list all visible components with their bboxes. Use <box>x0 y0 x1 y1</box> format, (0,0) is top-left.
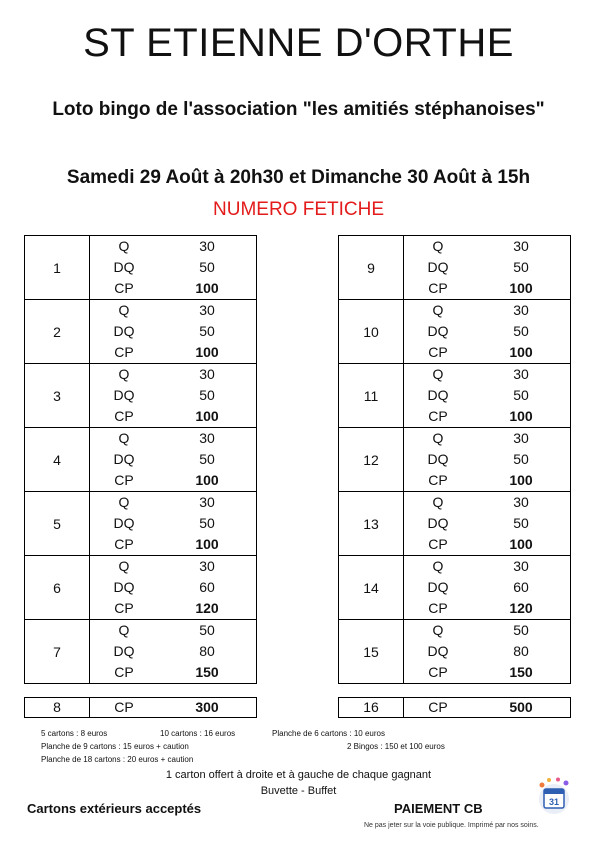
price-10-cartons: 10 cartons : 16 euros <box>160 729 236 738</box>
lot-row <box>25 556 257 620</box>
prize-value: 30 <box>513 558 529 574</box>
prize-label: DQ <box>113 323 135 339</box>
prize-row <box>90 641 256 662</box>
prize-value: 60 <box>513 579 529 595</box>
lot-number: 14 <box>339 556 404 620</box>
prize-label: CP <box>114 600 134 616</box>
prize-value: 50 <box>513 323 529 339</box>
lot-prizes <box>90 300 257 364</box>
buvette-note: Buvette - Buffet <box>260 785 337 797</box>
prize-value: 50 <box>513 622 529 638</box>
prize-value: 30 <box>199 494 215 510</box>
prize-row <box>404 577 570 598</box>
final-lot-value: 500 <box>509 699 533 715</box>
prize-row <box>90 428 256 449</box>
prize-label: DQ <box>427 323 449 339</box>
lot-number: 6 <box>25 556 90 620</box>
prize-label: DQ <box>427 515 449 531</box>
prize-row <box>404 492 570 513</box>
prize-label: DQ <box>113 579 135 595</box>
prize-value: 50 <box>199 259 215 275</box>
prize-row <box>90 342 256 363</box>
prize-value: 120 <box>509 600 533 616</box>
prize-table-right <box>338 235 571 684</box>
lot-row <box>25 364 257 428</box>
prize-row <box>90 577 256 598</box>
prize-value: 100 <box>195 536 219 552</box>
prize-label: CP <box>428 664 448 680</box>
lot-prizes <box>404 556 571 620</box>
prize-row <box>90 449 256 470</box>
prize-value: 30 <box>513 366 529 382</box>
prize-label: DQ <box>427 451 449 467</box>
prize-label: Q <box>118 238 130 254</box>
lot-prizes <box>90 236 257 300</box>
prize-label: CP <box>114 280 134 296</box>
lot-row <box>25 620 257 684</box>
page-title: ST ETIENNE D'ORTHE <box>83 21 514 65</box>
prize-value: 100 <box>509 280 533 296</box>
price-planche-6: Planche de 6 cartons : 10 euros <box>272 729 385 738</box>
prize-value: 30 <box>199 238 215 254</box>
prize-label: CP <box>428 344 448 360</box>
calendar-icon <box>536 777 572 815</box>
prize-value: 50 <box>199 622 215 638</box>
prize-label: CP <box>428 280 448 296</box>
final-lot-left <box>24 697 257 718</box>
cartons-exterieurs: Cartons extérieurs acceptés <box>27 801 202 816</box>
prize-row <box>90 598 256 619</box>
prize-row <box>90 257 256 278</box>
prize-label: CP <box>114 472 134 488</box>
prize-row <box>404 236 570 257</box>
lot-row <box>339 492 571 556</box>
paiement-cb: PAIEMENT CB <box>394 801 483 816</box>
prize-label: DQ <box>427 387 449 403</box>
lot-prizes <box>404 300 571 364</box>
prize-value: 80 <box>513 643 529 659</box>
prize-value: 30 <box>513 302 529 318</box>
prize-value: 100 <box>509 408 533 424</box>
lot-number: 1 <box>25 236 90 300</box>
final-lot-number: 8 <box>25 698 90 717</box>
prize-label: DQ <box>427 643 449 659</box>
prize-row <box>404 470 570 491</box>
prize-label: Q <box>118 302 130 318</box>
prize-value: 100 <box>195 280 219 296</box>
prize-value: 50 <box>199 451 215 467</box>
lot-row <box>339 620 571 684</box>
prize-value: 30 <box>199 366 215 382</box>
prize-label: DQ <box>113 387 135 403</box>
prize-value: 60 <box>199 579 215 595</box>
prize-value: 50 <box>513 515 529 531</box>
prize-label: Q <box>432 366 444 382</box>
prize-value: 50 <box>199 323 215 339</box>
prize-label: DQ <box>113 259 135 275</box>
prize-value: 50 <box>513 451 529 467</box>
prize-row <box>404 662 570 683</box>
prize-label: Q <box>432 558 444 574</box>
lot-row <box>339 556 571 620</box>
prize-row <box>90 513 256 534</box>
prize-value: 100 <box>195 408 219 424</box>
lot-prizes <box>404 492 571 556</box>
prize-value: 150 <box>509 664 533 680</box>
lot-number: 15 <box>339 620 404 684</box>
prize-label: Q <box>432 238 444 254</box>
prize-label: CP <box>114 536 134 552</box>
prize-value: 30 <box>199 430 215 446</box>
final-lot-value: 300 <box>195 699 219 715</box>
lot-prizes <box>404 364 571 428</box>
prize-row <box>404 300 570 321</box>
prize-label: Q <box>118 558 130 574</box>
lot-prizes <box>404 428 571 492</box>
lot-number: 4 <box>25 428 90 492</box>
prize-label: Q <box>118 494 130 510</box>
prize-row <box>404 385 570 406</box>
lot-row <box>25 492 257 556</box>
lot-prizes <box>90 492 257 556</box>
prize-row <box>90 470 256 491</box>
prize-label: Q <box>118 366 130 382</box>
prize-label: CP <box>114 408 134 424</box>
print-notice: Ne pas jeter sur la voie publique. Imprimé par nos soins. <box>364 822 539 829</box>
prize-label: Q <box>118 622 130 638</box>
prize-row <box>90 534 256 555</box>
lot-number: 3 <box>25 364 90 428</box>
prize-row <box>404 364 570 385</box>
prize-row <box>404 513 570 534</box>
prize-value: 100 <box>195 472 219 488</box>
prize-row <box>404 428 570 449</box>
lot-number: 7 <box>25 620 90 684</box>
price-5-cartons: 5 cartons : 8 euros <box>41 729 108 738</box>
prize-row <box>90 321 256 342</box>
prize-row <box>90 278 256 299</box>
prize-table-left <box>24 235 257 684</box>
prize-row <box>90 662 256 683</box>
prize-value: 100 <box>195 344 219 360</box>
prize-label: DQ <box>113 515 135 531</box>
prize-label: CP <box>428 600 448 616</box>
prize-label: CP <box>428 536 448 552</box>
lot-row <box>25 300 257 364</box>
prize-label: DQ <box>113 643 135 659</box>
lot-number: 12 <box>339 428 404 492</box>
calendar-day: 31 <box>548 797 560 807</box>
lot-prizes <box>404 620 571 684</box>
prize-value: 50 <box>199 387 215 403</box>
prize-row <box>404 406 570 427</box>
prize-row <box>90 620 256 641</box>
prize-row <box>404 641 570 662</box>
lot-number: 9 <box>339 236 404 300</box>
lot-row <box>339 428 571 492</box>
prize-label: CP <box>114 664 134 680</box>
prize-value: 50 <box>199 515 215 531</box>
prize-label: CP <box>114 344 134 360</box>
prize-label: Q <box>432 302 444 318</box>
prize-label: CP <box>428 408 448 424</box>
prize-label: Q <box>118 430 130 446</box>
prize-label: Q <box>432 430 444 446</box>
prize-row <box>90 300 256 321</box>
prize-row <box>90 492 256 513</box>
prize-value: 50 <box>513 259 529 275</box>
final-lot-label: CP <box>114 699 134 715</box>
lot-number: 11 <box>339 364 404 428</box>
lot-number: 2 <box>25 300 90 364</box>
prize-label: DQ <box>427 259 449 275</box>
event-dates: Samedi 29 Août à 20h30 et Dimanche 30 Août à 15h <box>66 167 531 188</box>
lot-prizes <box>90 620 257 684</box>
prize-value: 80 <box>199 643 215 659</box>
numero-fetiche-heading: NUMERO FETICHE <box>213 199 384 220</box>
lot-number: 13 <box>339 492 404 556</box>
prize-label: DQ <box>113 451 135 467</box>
prize-value: 100 <box>509 536 533 552</box>
lot-prizes <box>90 364 257 428</box>
prize-value: 150 <box>195 664 219 680</box>
prize-row <box>90 406 256 427</box>
prize-value: 50 <box>513 387 529 403</box>
final-lot-label: CP <box>428 699 448 715</box>
prize-value: 30 <box>513 238 529 254</box>
prize-label: CP <box>428 472 448 488</box>
prize-value: 30 <box>513 494 529 510</box>
prize-row <box>404 556 570 577</box>
final-lot-right <box>338 697 571 718</box>
prize-value: 100 <box>509 472 533 488</box>
prize-row <box>90 236 256 257</box>
lot-row <box>339 236 571 300</box>
prize-row <box>90 385 256 406</box>
final-lot-number: 16 <box>339 698 404 717</box>
prize-value: 30 <box>199 558 215 574</box>
lot-row <box>339 300 571 364</box>
prize-value: 30 <box>199 302 215 318</box>
lot-number: 10 <box>339 300 404 364</box>
prize-row <box>90 556 256 577</box>
lot-row <box>339 364 571 428</box>
lot-number: 5 <box>25 492 90 556</box>
price-planche-9: Planche de 9 cartons : 15 euros + caution <box>41 742 189 751</box>
prize-value: 120 <box>195 600 219 616</box>
price-planche-18: Planche de 18 cartons : 20 euros + caution <box>41 755 194 764</box>
prize-row <box>404 278 570 299</box>
free-carton-note: 1 carton offert à droite et à gauche de chaque gagnant <box>165 769 432 781</box>
lot-prizes <box>90 556 257 620</box>
bingos-prizes: 2 Bingos : 150 et 100 euros <box>347 742 445 751</box>
prize-label: Q <box>432 622 444 638</box>
prize-row <box>404 321 570 342</box>
prize-row <box>404 449 570 470</box>
prize-label: Q <box>432 494 444 510</box>
prize-row <box>404 257 570 278</box>
prize-row <box>404 342 570 363</box>
prize-row <box>404 534 570 555</box>
prize-label: DQ <box>427 579 449 595</box>
lot-prizes <box>404 236 571 300</box>
event-subtitle: Loto bingo de l'association "les amitiés stéphanoises" <box>52 99 545 120</box>
lot-row <box>25 428 257 492</box>
prize-row <box>90 364 256 385</box>
prize-row <box>404 598 570 619</box>
prize-row <box>404 620 570 641</box>
prize-value: 30 <box>513 430 529 446</box>
lot-row <box>25 236 257 300</box>
lot-prizes <box>90 428 257 492</box>
prize-value: 100 <box>509 344 533 360</box>
